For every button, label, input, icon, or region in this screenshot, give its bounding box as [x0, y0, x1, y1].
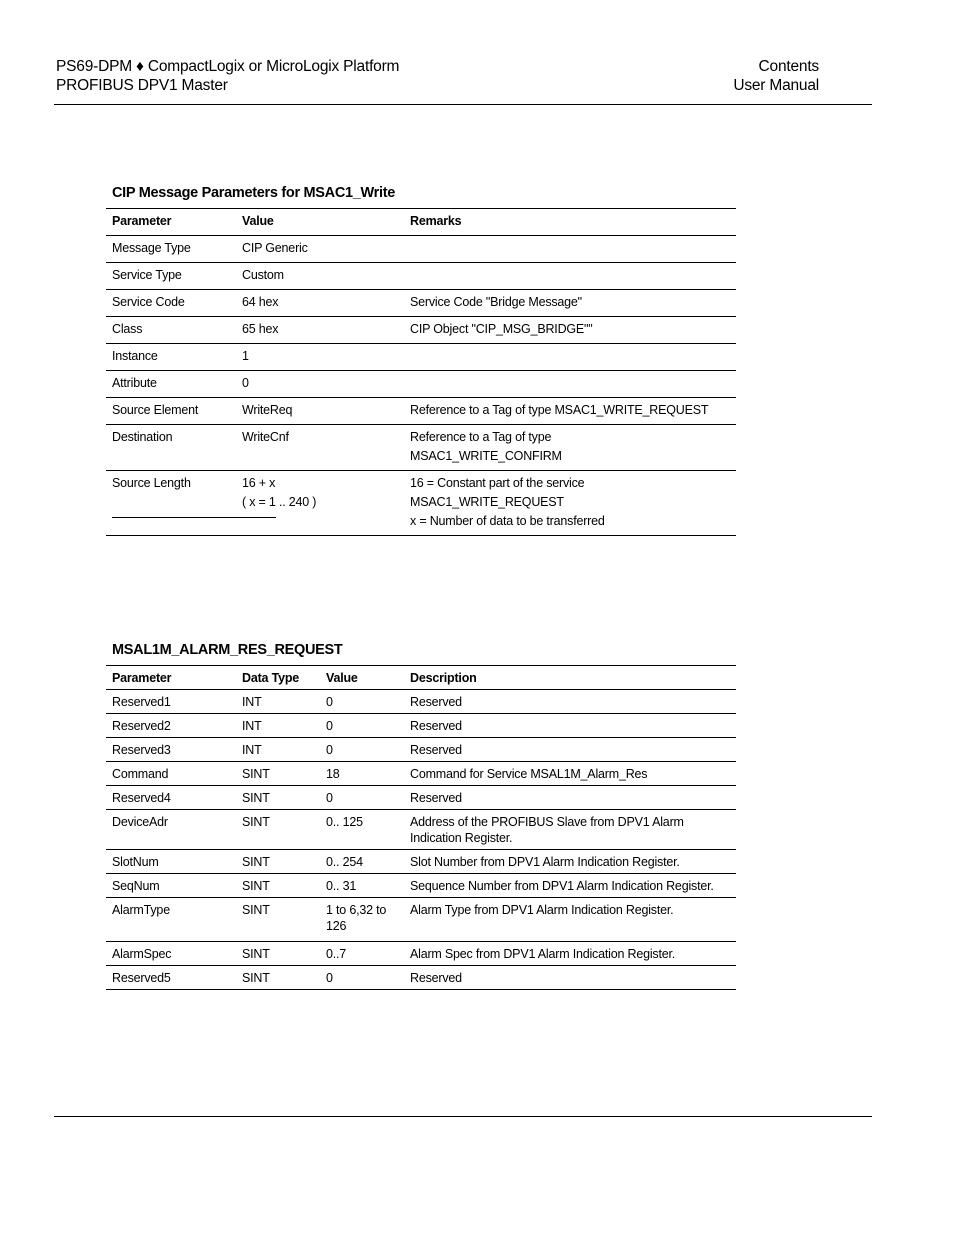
table1-title: CIP Message Parameters for MSAC1_Write [112, 185, 396, 201]
cip-message-parameters-table [106, 208, 736, 536]
table-cell [404, 425, 736, 471]
table-cell: Source Length [106, 471, 236, 536]
table-row [106, 762, 736, 786]
header-document-type: User Manual [733, 77, 819, 94]
header-product-subtitle: PROFIBUS DPV1 Master [56, 77, 228, 94]
table-row [106, 714, 736, 738]
table-cell: SINT [236, 786, 320, 810]
table-cell: Reference to a Tag of type MSAC1_WRITE_REQUEST [404, 398, 736, 425]
table-cell: 0 [236, 371, 404, 398]
table-row [106, 966, 736, 990]
table-cell [236, 471, 404, 536]
cell-line: ( x = 1 .. 240 ) [242, 495, 317, 509]
table-cell: 0.. 125 [320, 810, 404, 850]
table-row [106, 898, 736, 942]
table-row [106, 850, 736, 874]
column-header: Data Type [236, 666, 320, 690]
table-cell: Reserved4 [106, 786, 236, 810]
table-row [106, 690, 736, 714]
table-header-row [106, 209, 736, 236]
table-cell: Reserved2 [106, 714, 236, 738]
table-cell: Reserved [404, 786, 736, 810]
table-cell: 1 [236, 344, 404, 371]
footer-divider [54, 1116, 872, 1117]
table-cell: Service Code [106, 290, 236, 317]
table-row [106, 263, 736, 290]
cell-line: 16 + x [242, 476, 276, 490]
table-cell: Custom [236, 263, 404, 290]
table-cell: 0 [320, 738, 404, 762]
table-cell: AlarmSpec [106, 942, 236, 966]
table-cell [404, 371, 736, 398]
table-row [106, 786, 736, 810]
table-cell: Reserved [404, 738, 736, 762]
table-row [106, 236, 736, 263]
column-header: Value [236, 209, 404, 236]
table-cell: 0.. 254 [320, 850, 404, 874]
table-cell: SlotNum [106, 850, 236, 874]
table-cell: CIP Generic [236, 236, 404, 263]
table-row [106, 371, 736, 398]
table-cell [404, 471, 736, 536]
table-cell: Slot Number from DPV1 Alarm Indication Register. [404, 850, 736, 874]
footnote-separator [112, 517, 276, 518]
table-cell: Class [106, 317, 236, 344]
table-cell: Reserved3 [106, 738, 236, 762]
table-cell: Message Type [106, 236, 236, 263]
table-cell: AlarmType [106, 898, 236, 942]
table-cell: Reserved [404, 966, 736, 990]
table-cell: 1 to 6,32 to 126 [320, 898, 404, 942]
table-cell: WriteReq [236, 398, 404, 425]
table-cell: Service Type [106, 263, 236, 290]
table-cell: 64 hex [236, 290, 404, 317]
table-cell: 0 [320, 714, 404, 738]
cell-line: Reference to a Tag of type [410, 430, 552, 444]
table-row [106, 874, 736, 898]
table-row [106, 344, 736, 371]
table-cell: SeqNum [106, 874, 236, 898]
table-header-row [106, 666, 736, 690]
table-cell: 65 hex [236, 317, 404, 344]
table-cell [404, 263, 736, 290]
table-cell: 0 [320, 786, 404, 810]
cell-line: x = Number of data to be transferred [410, 514, 605, 528]
table-cell: 0 [320, 966, 404, 990]
table-cell: Command [106, 762, 236, 786]
table-row [106, 317, 736, 344]
table-cell: SINT [236, 898, 320, 942]
table-cell: CIP Object "CIP_MSG_BRIDGE"" [404, 317, 736, 344]
table-cell: 0..7 [320, 942, 404, 966]
column-header: Value [320, 666, 404, 690]
table-cell: Destination [106, 425, 236, 471]
table-cell: 18 [320, 762, 404, 786]
table-row [106, 810, 736, 850]
table-cell: SINT [236, 850, 320, 874]
header-product-line: PS69-DPM ♦ CompactLogix or MicroLogix Platform [56, 58, 400, 75]
table-cell: Reserved [404, 714, 736, 738]
table-row [106, 290, 736, 317]
table-cell: Reserved1 [106, 690, 236, 714]
table-cell: Reserved [404, 690, 736, 714]
table-cell: INT [236, 714, 320, 738]
table-row [106, 398, 736, 425]
table-cell: Source Element [106, 398, 236, 425]
table-cell [404, 344, 736, 371]
table-row [106, 425, 736, 471]
table-row [106, 942, 736, 966]
column-header: Parameter [106, 209, 236, 236]
table-cell [404, 236, 736, 263]
page-header-right [733, 57, 819, 95]
table-cell: SINT [236, 810, 320, 850]
column-header: Remarks [404, 209, 736, 236]
header-divider [54, 104, 872, 105]
table-cell: Alarm Spec from DPV1 Alarm Indication Register. [404, 942, 736, 966]
table-row [106, 471, 736, 536]
table-cell: Instance [106, 344, 236, 371]
table-cell: Reserved5 [106, 966, 236, 990]
table-cell: SINT [236, 942, 320, 966]
cell-line: MSAC1_WRITE_CONFIRM [410, 449, 562, 463]
table-cell: 0.. 31 [320, 874, 404, 898]
table-cell: Attribute [106, 371, 236, 398]
table-cell: DeviceAdr [106, 810, 236, 850]
table-cell: INT [236, 738, 320, 762]
table-cell: Sequence Number from DPV1 Alarm Indication Register. [404, 874, 736, 898]
table-cell: Alarm Type from DPV1 Alarm Indication Register. [404, 898, 736, 942]
table-cell: SINT [236, 874, 320, 898]
table2-title: MSAL1M_ALARM_RES_REQUEST [112, 642, 343, 658]
page-header-left [56, 57, 399, 95]
table-row [106, 738, 736, 762]
table-cell: Service Code "Bridge Message" [404, 290, 736, 317]
header-section-name: Contents [758, 58, 819, 75]
table-cell: SINT [236, 966, 320, 990]
table-cell: SINT [236, 762, 320, 786]
alarm-res-request-table [106, 665, 736, 990]
table-cell: Address of the PROFIBUS Slave from DPV1 Alarm Indication Register. [404, 810, 736, 850]
table-cell: WriteCnf [236, 425, 404, 471]
table-cell: INT [236, 690, 320, 714]
column-header: Parameter [106, 666, 236, 690]
cell-line: 16 = Constant part of the service MSAC1_WRITE_REQUEST [410, 476, 585, 509]
table-cell: 0 [320, 690, 404, 714]
table-cell: Command for Service MSAL1M_Alarm_Res [404, 762, 736, 786]
column-header: Description [404, 666, 736, 690]
